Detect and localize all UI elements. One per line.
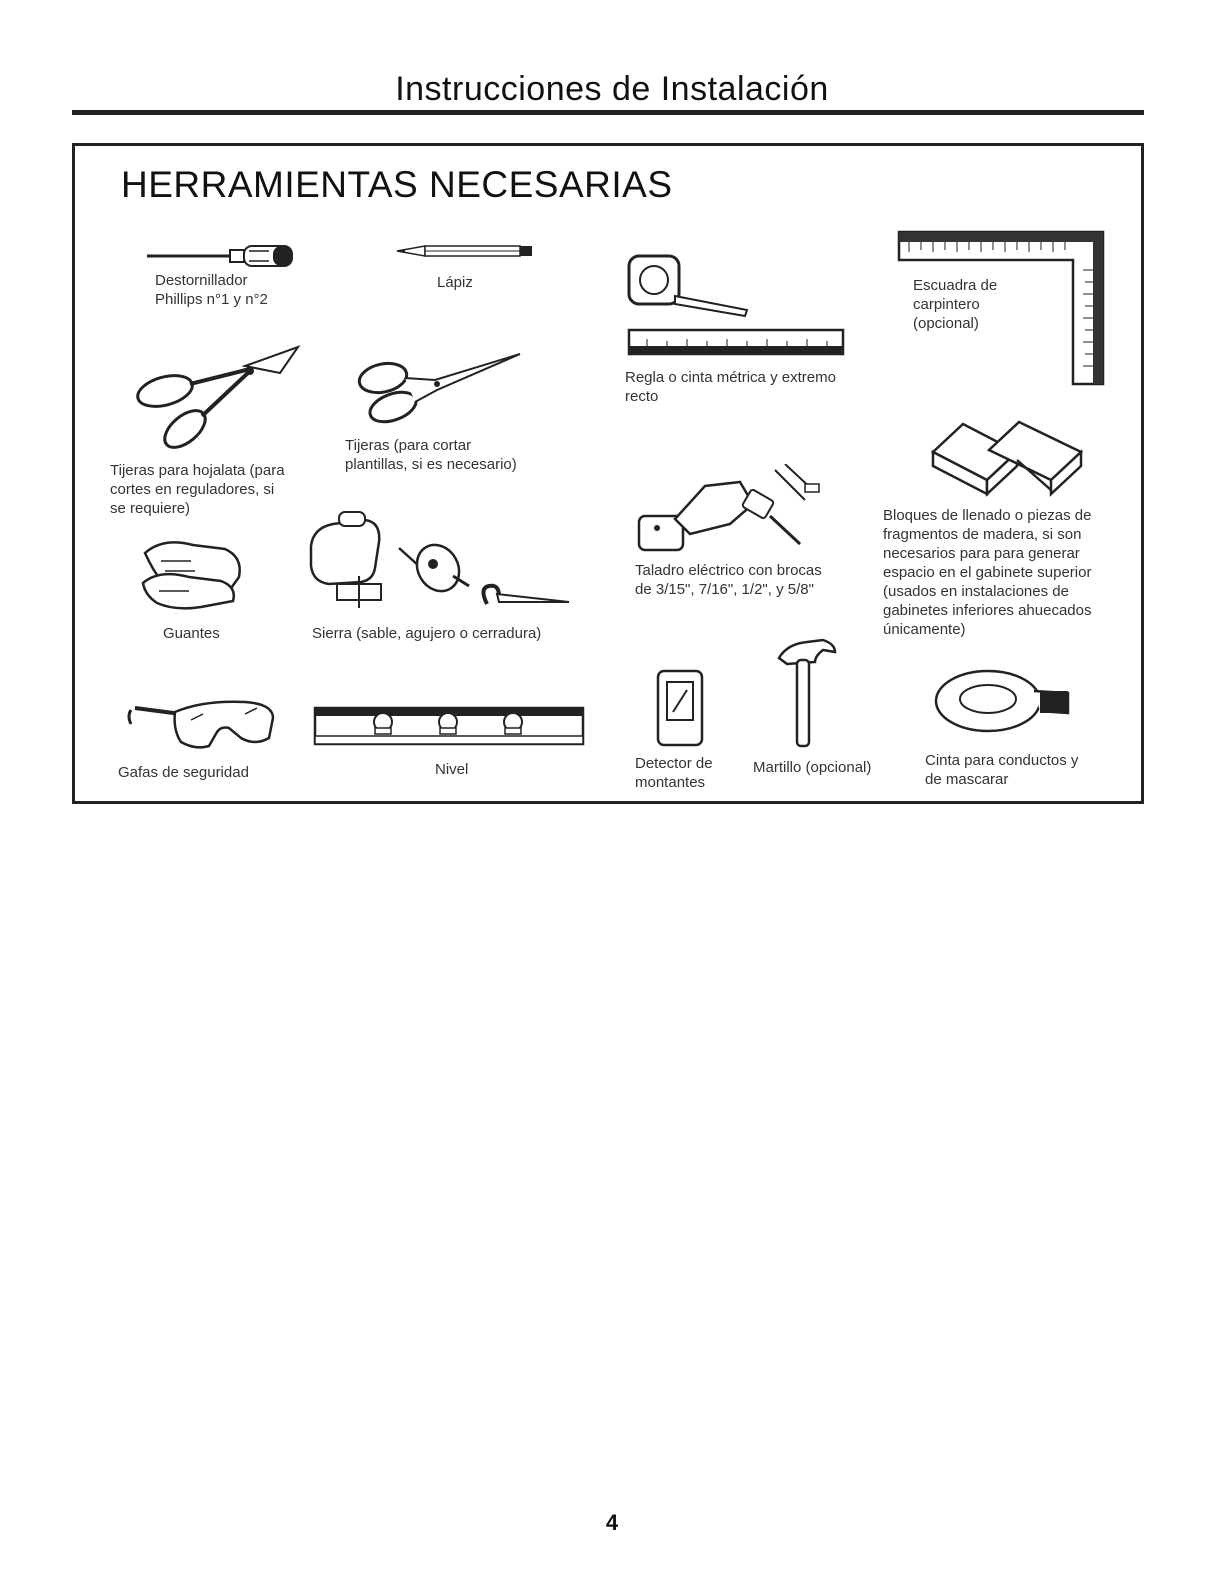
- pencil-caption: Lápiz: [437, 274, 473, 291]
- duct-tape-icon: [930, 661, 1075, 736]
- level-caption: Nivel: [435, 761, 469, 778]
- glasses-caption: Gafas de seguridad: [118, 764, 249, 781]
- pencil-icon: [395, 243, 535, 259]
- gloves-icon: [135, 531, 250, 611]
- tape-caption: Cinta para conductos y de mascarar: [925, 752, 1079, 788]
- tape-measure-icon: [625, 246, 755, 321]
- hammer-caption: Martillo (opcional): [753, 759, 872, 776]
- gloves-caption: Guantes: [163, 625, 220, 642]
- level-icon: [313, 704, 588, 750]
- stud-finder-caption: Detector de montantes: [635, 755, 713, 791]
- drill-icon: [635, 464, 825, 559]
- tin-snips-caption: Tijeras para hojalata (para cortes en reguladores, si se requiere): [110, 462, 285, 517]
- screwdriver-icon: [145, 241, 295, 271]
- saw-icon: [303, 506, 573, 616]
- title-rule: [72, 110, 1144, 115]
- stud-finder-icon: [655, 668, 705, 748]
- screwdriver-caption: Destornillador Phillips n°1 y n°2: [155, 272, 268, 308]
- safety-glasses-icon: [125, 686, 280, 756]
- straightedge-ruler-icon: [627, 328, 847, 358]
- tape-ruler-caption: Regla o cinta métrica y extremo recto: [625, 369, 836, 405]
- section-title: HERRAMIENTAS NECESARIAS: [121, 164, 673, 205]
- page-title: Instrucciones de Instalación: [395, 70, 829, 108]
- square-caption: Escuadra de carpintero (opcional): [913, 277, 998, 332]
- filler-blocks-caption: Bloques de llenado o piezas de fragmentos de madera, si son necesarios para para generar espacio en el gabinete superior (usados en instalaciones de gabinetes inferiores ahuecados únicamente): [883, 507, 1092, 638]
- drill-caption: Taladro eléctrico con brocas de 3/15", 7/16", 1/2", y 5/8": [635, 562, 822, 598]
- page-number: 4: [605, 1510, 619, 1535]
- saw-caption: Sierra (sable, agujero o cerradura): [312, 625, 542, 642]
- hammer-icon: [773, 636, 843, 751]
- filler-blocks-icon: [925, 414, 1095, 504]
- scissors-caption: Tijeras (para cortar plantillas, si es necesario): [345, 437, 517, 473]
- scissors-icon: [355, 350, 525, 425]
- tools-panel: [72, 143, 1144, 804]
- tin-snips-icon: [130, 341, 305, 451]
